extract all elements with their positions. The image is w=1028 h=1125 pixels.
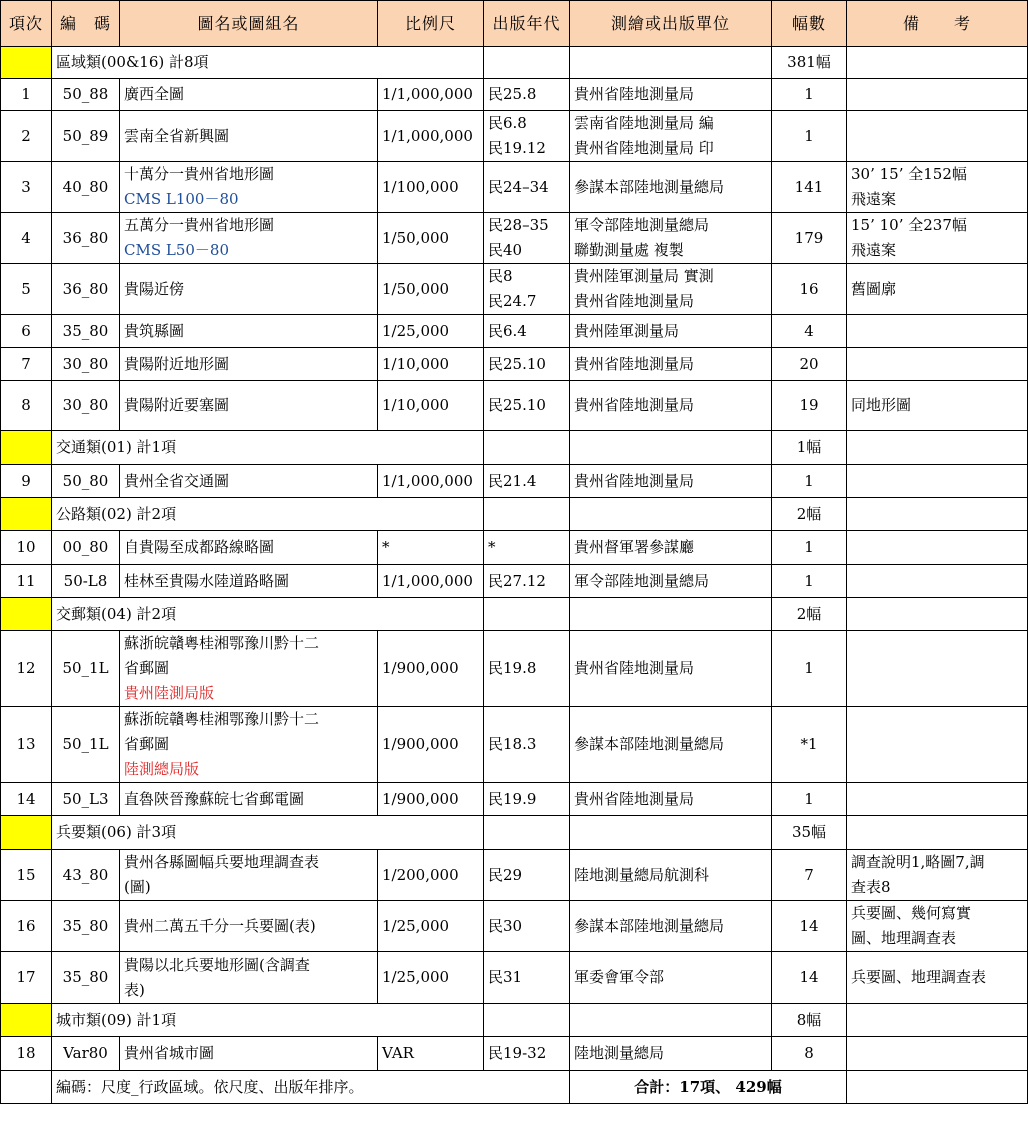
cell-code: 40_80 [52,162,120,213]
cell-note [847,162,1028,213]
cell-name [120,952,378,1004]
cell-no: 7 [1,348,52,381]
cell-year: 民25.8 [484,79,570,111]
cell-unit [570,264,772,315]
cell-code: 35_80 [52,901,120,952]
category-marker [1,498,52,531]
cell-name: 自貴陽至成都路線略圖 [120,531,378,565]
cell-unit: 軍令部陸地測量總局 [570,565,772,598]
cell-unit: 參謀本部陸地測量總局 [570,901,772,952]
cell-name-sub: 貴州陸測局版 [124,684,215,702]
cell-no: 13 [1,707,52,783]
cell-name: 桂林至貴陽水陸道路略圖 [120,565,378,598]
cell-note [847,465,1028,498]
cell-code: 43_80 [52,850,120,901]
cell-code: 35_80 [52,315,120,348]
cell-year-line: 民19.12 [488,139,546,157]
cell-code: 36_80 [52,264,120,315]
cell-no: 16 [1,901,52,952]
cell-no: 4 [1,213,52,264]
footer-total: 合計：17項、 429幅 [570,1071,847,1104]
category-row [1,816,1028,850]
table-row [1,631,1028,707]
cell-no: 8 [1,381,52,431]
cell-name-line: 貴陽以北兵要地形圖(含調查 [124,955,310,974]
cell-note-line: 30’ 15’ 全152幅 [851,165,967,183]
cell-year [484,213,570,264]
cell-name-sub: CMS L100－80 [124,190,239,208]
category-label: 兵要類(06) 計3項 [52,816,484,850]
cell-count: *1 [772,707,847,783]
table-row [1,1037,1028,1071]
header-code: 編 碼 [52,1,120,47]
table-row [1,465,1028,498]
cell-name [120,162,378,213]
cell-year: 民25.10 [484,348,570,381]
table-row [1,381,1028,431]
cell-scale: 1/25,000 [378,952,484,1004]
table-row [1,111,1028,162]
cell-year: 民25.10 [484,381,570,431]
cell-name-sub: CMS L50－80 [124,241,230,259]
cell-note [847,213,1028,264]
cell-unit-line: 軍令部陸地測量總局 [574,216,710,234]
cell-code: 50_1L [52,631,120,707]
cell-unit: 貴州省陸地測量局 [570,79,772,111]
cell-scale: 1/900,000 [378,707,484,783]
category-label: 區域類(00&16) 計8項 [52,47,484,79]
cell-note [847,565,1028,598]
cell-name-line: 省郵圖 [124,735,170,753]
cell-note [847,348,1028,381]
cell-unit: 陸地測量總局航測科 [570,850,772,901]
header-no: 項次 [1,1,52,47]
cell-year: 民31 [484,952,570,1004]
cell-count: 14 [772,952,847,1004]
cell-year-line: 民28–35 [488,216,549,234]
cell-note: 舊圖廓 [847,264,1028,315]
cell-note [847,315,1028,348]
cell-code: 50_L3 [52,783,120,816]
cell-year: 民18.3 [484,707,570,783]
cell-name: 貴州省城市圖 [120,1037,378,1071]
header-row [1,1,1028,47]
table-row [1,348,1028,381]
cell-no: 2 [1,111,52,162]
table-row [1,315,1028,348]
cell-year: 民19.8 [484,631,570,707]
cell-year: 民24–34 [484,162,570,213]
cell-code: 30_80 [52,381,120,431]
cell-unit: 貴州省陸地測量局 [570,631,772,707]
cell-year-line: 民6.8 [488,114,527,132]
cell-unit: 陸地測量總局 [570,1037,772,1071]
cell-no: 1 [1,79,52,111]
cell-unit-line: 聯勤測量處 複製 [574,241,684,259]
table-row [1,707,1028,783]
cell-scale: 1/1,000,000 [378,111,484,162]
cell-year: 民30 [484,901,570,952]
cell-code: 50_88 [52,79,120,111]
cell-unit: 貴州陸軍測量局 [570,315,772,348]
header-scale: 比例尺 [378,1,484,47]
cell-unit: 貴州省陸地測量局 [570,381,772,431]
category-row [1,498,1028,531]
cell-name: 貴陽附近要塞圖 [120,381,378,431]
header-unit: 測繪或出版單位 [570,1,772,47]
cell-unit-line: 雲南省陸地測量局 編 [574,114,714,132]
cell-note-line: 圖、地理調查表 [851,929,957,947]
cell-note: 兵要圖、地理調查表 [847,952,1028,1004]
cell-year: 民19.9 [484,783,570,816]
table-row [1,79,1028,111]
category-count: 2幅 [772,498,847,531]
cell-no: 11 [1,565,52,598]
table-row [1,162,1028,213]
cell-unit: 軍委會軍令部 [570,952,772,1004]
cell-scale: VAR [378,1037,484,1071]
footer-note: 編碼：尺度_行政區域。依尺度、出版年排序。 [52,1071,570,1104]
cell-count: 1 [772,531,847,565]
cell-name: 貴州二萬五千分一兵要圖(表) [120,901,378,952]
cell-name-line: 省郵圖 [124,659,170,677]
table-row [1,850,1028,901]
cell-scale: * [378,531,484,565]
cell-note-line: 15’ 10’ 全237幅 [851,216,967,234]
cell-name: 廣西全圖 [120,79,378,111]
cell-note-line: 查表8 [851,878,891,896]
cell-count: 4 [772,315,847,348]
cell-note [847,901,1028,952]
cell-note [847,783,1028,816]
cell-unit [570,213,772,264]
cell-count: 14 [772,901,847,952]
cell-name: 雲南全省新興圖 [120,111,378,162]
cell-unit: 參謀本部陸地測量總局 [570,707,772,783]
header-name: 圖名或圖組名 [120,1,378,47]
cell-year: 民27.12 [484,565,570,598]
cell-note [847,531,1028,565]
cell-unit-line: 貴州省陸地測量局 [574,292,695,310]
cell-code: 35_80 [52,952,120,1004]
category-count: 1幅 [772,431,847,465]
cell-count: 141 [772,162,847,213]
cell-name [120,707,378,783]
cell-no: 18 [1,1037,52,1071]
cell-scale: 1/900,000 [378,631,484,707]
cell-scale: 1/25,000 [378,901,484,952]
category-marker [1,598,52,631]
cell-name-line: 蘇浙皖贛粵桂湘鄂豫川黔十二 [124,710,320,728]
cell-count: 19 [772,381,847,431]
header-year: 出版年代 [484,1,570,47]
cell-name-line: 貴州各縣圖幅兵要地理調查表 [124,853,320,871]
cell-note [847,707,1028,783]
table-row [1,783,1028,816]
cell-name-line: (圖) [124,878,151,896]
cell-scale: 1/1,000,000 [378,565,484,598]
cell-no: 10 [1,531,52,565]
cell-scale: 1/50,000 [378,264,484,315]
cell-code: 50_1L [52,707,120,783]
cell-name: 貴陽近傍 [120,264,378,315]
category-marker [1,431,52,465]
cell-code: 30_80 [52,348,120,381]
cell-count: 1 [772,465,847,498]
cell-name [120,213,378,264]
category-label: 交郵類(04) 計2項 [52,598,484,631]
cell-note [847,631,1028,707]
cell-note: 同地形圖 [847,381,1028,431]
header-note: 備 考 [847,1,1028,47]
cell-code: 50_89 [52,111,120,162]
cell-count: 1 [772,631,847,707]
cell-no: 14 [1,783,52,816]
cell-no: 17 [1,952,52,1004]
category-label: 城市類(09) 計1項 [52,1004,484,1037]
table-row [1,565,1028,598]
cell-note [847,79,1028,111]
cell-count: 1 [772,111,847,162]
cell-code: 36_80 [52,213,120,264]
cell-name: 直魯陝晉豫蘇皖七省郵電圖 [120,783,378,816]
cell-code: 50-L8 [52,565,120,598]
cell-year-line: 民40 [488,241,523,259]
cell-name: 貴州全省交通圖 [120,465,378,498]
cell-count: 16 [772,264,847,315]
category-row [1,431,1028,465]
cell-count: 7 [772,850,847,901]
category-row [1,598,1028,631]
category-count: 8幅 [772,1004,847,1037]
cell-name-sub: 陸測總局版 [124,760,200,778]
cell-note [847,850,1028,901]
cell-no: 12 [1,631,52,707]
cell-code: Var80 [52,1037,120,1071]
cell-year: 民19-32 [484,1037,570,1071]
cell-year-line: 民24.7 [488,292,537,310]
category-marker [1,1004,52,1037]
footer-row [1,1071,1028,1104]
category-row [1,47,1028,79]
cell-count: 1 [772,783,847,816]
cell-scale: 1/900,000 [378,783,484,816]
cell-note-line: 兵要圖、幾何寫實 [851,904,972,922]
cell-year-line: 民8 [488,267,513,285]
cell-scale: 1/200,000 [378,850,484,901]
cell-unit: 參謀本部陸地測量總局 [570,162,772,213]
cell-year: * [484,531,570,565]
cell-unit: 貴州省陸地測量局 [570,348,772,381]
cell-name: 貴筑縣圖 [120,315,378,348]
table-row [1,952,1028,1004]
cell-unit-line: 貴州陸軍測量局 實測 [574,267,714,285]
cell-count: 20 [772,348,847,381]
cell-note-line: 調查說明1,略圖7,調 [851,853,985,871]
cell-scale: 1/1,000,000 [378,465,484,498]
cell-scale: 1/10,000 [378,348,484,381]
cell-name-line: 表) [124,980,145,999]
cell-note [847,111,1028,162]
cell-scale: 1/1,000,000 [378,79,484,111]
cell-no: 3 [1,162,52,213]
cell-year: 民21.4 [484,465,570,498]
table-row [1,213,1028,264]
category-count: 381幅 [772,47,847,79]
cell-name-line: 蘇浙皖贛粵桂湘鄂豫川黔十二 [124,634,320,652]
cell-unit: 貴州督軍署參謀廳 [570,531,772,565]
cell-name-line: 五萬分一貴州省地形圖 [124,216,275,234]
cell-name [120,631,378,707]
category-label: 公路類(02) 計2項 [52,498,484,531]
cell-scale: 1/25,000 [378,315,484,348]
cell-no: 6 [1,315,52,348]
cell-scale: 1/10,000 [378,381,484,431]
table-row [1,901,1028,952]
cell-name: 貴陽附近地形圖 [120,348,378,381]
cell-scale: 1/100,000 [378,162,484,213]
cell-note [847,1037,1028,1071]
header-count: 幅數 [772,1,847,47]
cell-name-line: 十萬分一貴州省地形圖 [124,165,275,183]
cell-unit: 貴州省陸地測量局 [570,465,772,498]
cell-count: 1 [772,79,847,111]
cell-count: 1 [772,565,847,598]
cell-note-line: 飛遠案 [851,190,897,208]
cell-no: 9 [1,465,52,498]
cell-code: 00_80 [52,531,120,565]
cell-no: 5 [1,264,52,315]
category-row [1,1004,1028,1037]
cell-scale: 1/50,000 [378,213,484,264]
cell-year [484,111,570,162]
cell-unit [570,111,772,162]
cell-count: 179 [772,213,847,264]
cell-note-line: 飛遠案 [851,241,897,259]
category-marker [1,816,52,850]
category-count: 2幅 [772,598,847,631]
cell-name [120,850,378,901]
table-row [1,531,1028,565]
cell-unit: 貴州省陸地測量局 [570,783,772,816]
cell-unit-line: 貴州省陸地測量局 印 [574,139,714,157]
cell-year [484,264,570,315]
category-marker [1,47,52,79]
category-label: 交通類(01) 計1項 [52,431,484,465]
category-count: 35幅 [772,816,847,850]
cell-year: 民6.4 [484,315,570,348]
cell-count: 8 [772,1037,847,1071]
cell-code: 50_80 [52,465,120,498]
cell-year: 民29 [484,850,570,901]
cell-no: 15 [1,850,52,901]
table-row [1,264,1028,315]
